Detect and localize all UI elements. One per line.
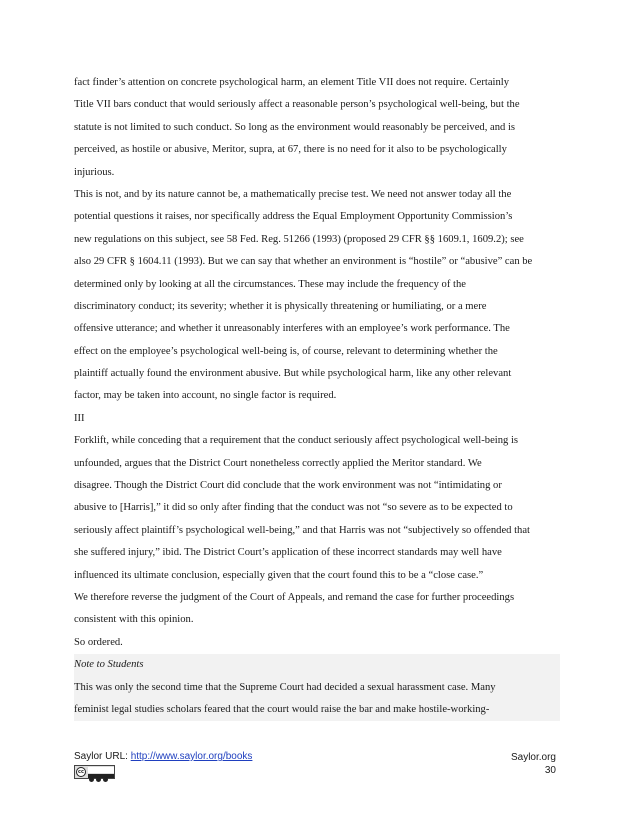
text-line: perceived, as hostile or abusive, Meritor, supra, at 67, there is no need for it also to be psychologically	[74, 144, 507, 156]
text-line: III	[74, 412, 85, 424]
text-line: offensive utterance; and whether it unreasonably interferes with an employee’s work performance. The	[74, 323, 510, 335]
text-line: So ordered.	[74, 636, 123, 648]
license-bar	[88, 774, 114, 778]
document-body	[74, 72, 560, 721]
text-line: abusive to [Harris],” it did so only after finding that the conduct was not “so severe as to be expected to	[74, 502, 513, 514]
note-heading: Note to Students	[74, 654, 560, 676]
text-line: This was only the second time that the Supreme Court had decided a sexual harassment case. Many	[74, 681, 496, 693]
text-line: unfounded, argues that the District Court nonetheless correctly applied the Meritor standard. We	[74, 457, 482, 469]
cc-logo-icon: cc	[76, 767, 86, 777]
text-line: also 29 CFR § 1604.11 (1993). But we can say that whether an environment is “hostile” or “abusive” can be	[74, 256, 533, 268]
footer-right	[511, 751, 556, 777]
footer-source	[74, 751, 252, 762]
text-line: This is not, and by its nature cannot be, a mathematically precise test. We need not answer today all the	[74, 188, 512, 200]
text-line: disagree. Though the District Court did conclude that the work environment was not “intimidating or	[74, 480, 502, 492]
text-line: fact finder’s attention on concrete psychological harm, an element Title VII does not require. Certainly	[74, 77, 510, 88]
page-number: 30	[544, 765, 556, 776]
footer-url-label: Saylor URL:	[74, 751, 131, 762]
text-line: effect on the employee’s psychological well-being is, of course, relevant to determining whether the	[74, 345, 498, 357]
text-line: influenced its ultimate conclusion, especially given that the court found this to be a “close case.”	[74, 569, 484, 581]
text-line: determined only by looking at all the circumstances. These may include the frequency of the	[74, 278, 466, 290]
footer-url-link[interactable]: http://www.saylor.org/books	[130, 751, 253, 762]
text-line: seriously affect plaintiff’s psychological well-being,” and that Harris was not “subjectively so offended that	[74, 524, 530, 536]
text-line: feminist legal studies scholars feared that the court would raise the bar and make hostile-working-	[74, 703, 490, 715]
text-line: Title VII bars conduct that would seriously affect a reasonable person’s psychological well-being, but the	[74, 99, 520, 111]
text-line: statute is not limited to such conduct. So long as the environment would reasonably be perceived, and is	[74, 121, 516, 133]
text-line: plaintiff actually found the environment abusive. But while psychological harm, like any other relevant	[74, 368, 512, 380]
text-line: Forklift, while conceding that a requirement that the conduct seriously affect psychological well-being is	[74, 435, 519, 447]
license-terms-icons	[88, 767, 114, 773]
text-line: injurious.	[74, 166, 115, 178]
creative-commons-license-badge[interactable]	[74, 765, 115, 779]
body-text	[74, 72, 560, 654]
text-line: she suffered injury,” ibid. The District Court’s application of these incorrect standards may well have	[74, 547, 502, 559]
text-line: new regulations on this subject, see 58 Fed. Reg. 51266 (1993) (proposed 29 CFR §§ 1609.1, 1609.2); see	[74, 233, 524, 245]
text-line: consistent with this opinion.	[74, 614, 194, 626]
text-line: We therefore reverse the judgment of the Court of Appeals, and remand the case for further proceedings	[74, 591, 515, 603]
note-text	[74, 677, 560, 722]
footer-site-name: Saylor.org	[510, 752, 556, 763]
text-line: discriminatory conduct; its severity; whether it is physically threatening or humiliating, or a mere	[74, 300, 487, 312]
text-line: factor, may be taken into account, no single factor is required.	[74, 390, 337, 402]
text-line: potential questions it raises, nor specifically address the Equal Employment Opportunity Commission’s	[74, 211, 513, 223]
